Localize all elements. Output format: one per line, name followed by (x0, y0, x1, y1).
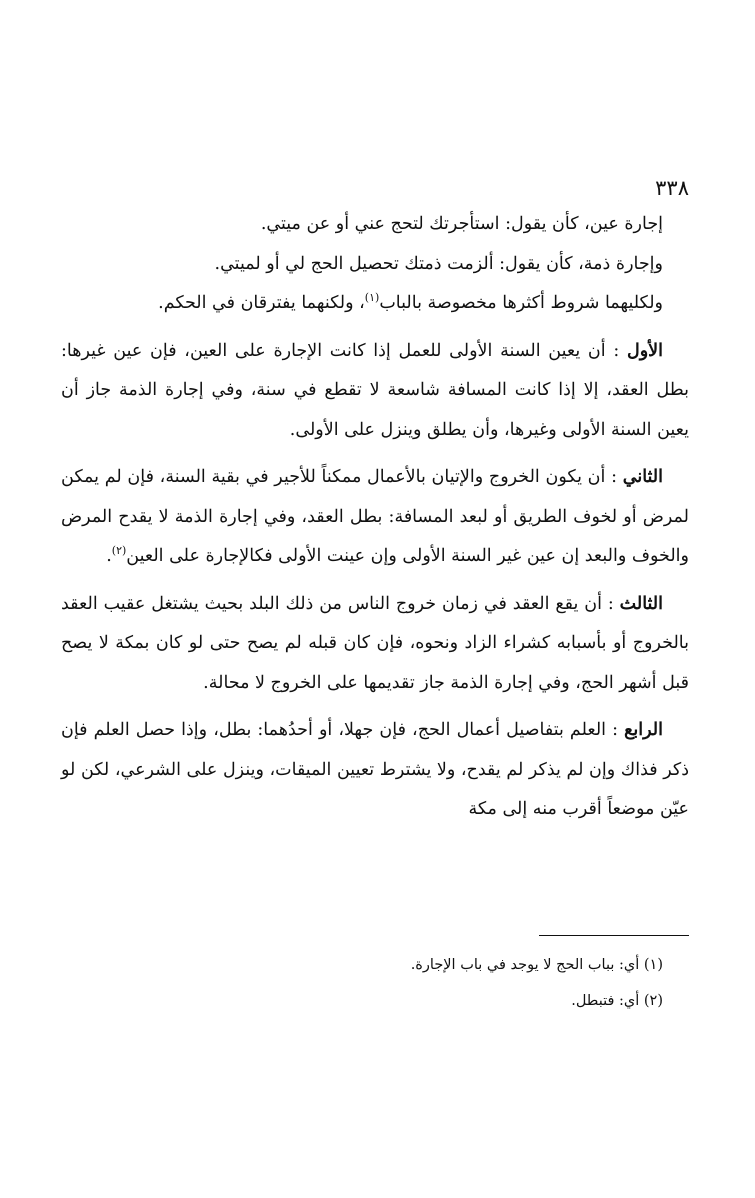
condition-heading: الرابع (624, 720, 663, 740)
footnote-ref-1: (١) (364, 291, 380, 305)
paragraph-condition-second (61, 458, 689, 577)
paragraph-text: ، ولكنهما يفترقان في الحكم. (158, 293, 365, 313)
paragraph-text: . (106, 546, 112, 566)
footnote-ref-2: (٢) (111, 544, 127, 558)
paragraph-text: : أن يكون الخروج والإتيان بالأعمال ممكناً للأجير في بقية السنة، فإن لم يمكن لمرض أو لخوف الطريق أو لبعد المسافة: بطل العقد، وفي إجارة الذمة لا يقدح المرض والخوف والبعد إن عين غير السنة الأولى وإن عينت الأولى فكالإجارة على العين (61, 467, 689, 566)
paragraph-text: ولكليهما شروط أكثرها مخصوصة بالباب (379, 293, 663, 313)
paragraph-ijara-dhimma: وإجارة ذمة، كأن يقول: ألزمت ذمتك تحصيل الحج لي أو لميتي. (214, 253, 663, 274)
condition-heading: الثاني (622, 467, 663, 487)
condition-heading: الثالث (619, 593, 663, 614)
paragraph-condition-first (61, 332, 689, 451)
paragraph-text: : أن يقع العقد في زمان خروج الناس من ذلك البلد بحيث يشتغل عقيب العقد بالخروج أو بأسبابه كشراء الزاد ونحوه، فإن كان قبله لم يصح حتى لو كان بمكة لا يصح قبل أشهر الحج، وفي إجارة الذمة جاز تقديمها على الخروج لا محالة. (61, 593, 689, 693)
page-number: ٣٣٨ (655, 176, 689, 200)
condition-heading: الأول (626, 340, 663, 361)
footnote-1: (١) أي: بباب الحج لا يوجد في باب الإجارة. (410, 957, 663, 973)
paragraph-condition-third (61, 585, 689, 704)
paragraph-ijara-ayn: إجارة عين، كأن يقول: استأجرتك لتحج عني أو عن ميتي. (260, 214, 663, 234)
paragraph-text: : أن يعين السنة الأولى للعمل إذا كانت الإجارة على العين، فإن عين غيرها: بطل العقد، إلا إذا كانت المسافة شاسعة لا تقطع في سنة، وفي إجارة الذمة جاز أن يعين السنة الأولى وغيرها، وأن يطلق وينزل على الأولى. (61, 340, 689, 440)
paragraph-conditions-intro (61, 284, 689, 324)
paragraph-text: : العلم بتفاصيل أعمال الحج، فإن جهلا، أو أحدُهما: بطل، وإذا حصل العلم فإن ذكر فذاك وإن لم يذكر لم يقدح، ولا يشترط تعيين الميقات، وينزل على الشرعي، لكن لو عيّن موضعاً أقرب منه إلى مكة (61, 720, 689, 819)
main-text (61, 205, 689, 830)
footnote-2: (٢) أي: فتبطل. (571, 993, 663, 1009)
footnotes (61, 947, 689, 1019)
footnote-divider (539, 935, 689, 936)
paragraph-condition-fourth (61, 711, 689, 830)
